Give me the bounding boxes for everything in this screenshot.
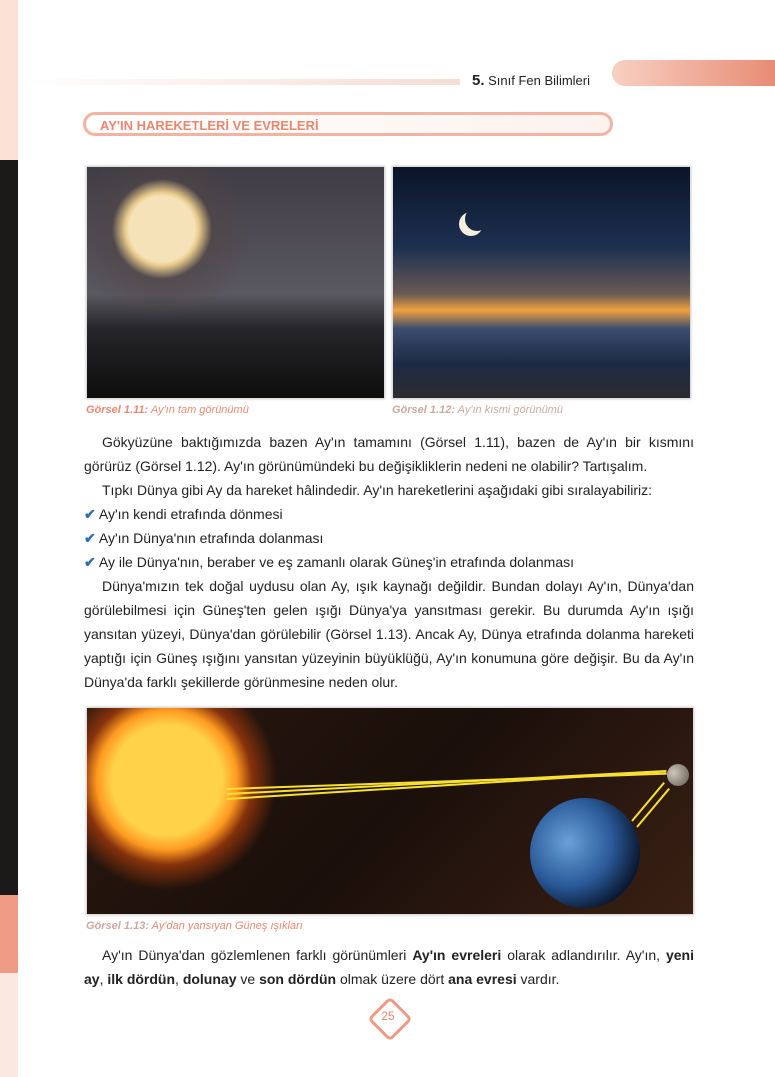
check-icon: ✔: [84, 530, 96, 546]
text-segment: ,: [175, 971, 183, 987]
header-divider: [20, 79, 460, 85]
figure-caption-1-11: [86, 404, 249, 416]
figure-caption-1-12: [392, 404, 563, 416]
section-title: AY'IN HAREKETLERİ VE EVRELERİ: [100, 118, 319, 133]
margin-strip-dark: [0, 160, 18, 895]
paragraph-4: [84, 943, 694, 991]
figure-caption-text: Ay'dan yansıyan Güneş ışıkları: [151, 920, 303, 932]
running-header: [472, 72, 590, 89]
check-icon: ✔: [84, 554, 96, 570]
figure-caption-1-13: [86, 920, 303, 932]
full-moon-image: [86, 166, 385, 399]
crescent-moon: [465, 207, 489, 231]
text-segment: ve: [236, 971, 260, 987]
paragraph-2: Tıpkı Dünya gibi Ay da hareket hâlindedir. Ay'ın hareketlerini aşağıdaki gibi sıralayabiliriz:: [102, 482, 653, 498]
text-segment: Ay'ın Dünya'dan gözlemlenen farklı görünümleri: [102, 947, 413, 963]
list-item: [84, 526, 694, 550]
page-number: 25: [381, 1009, 395, 1023]
list-item: [84, 550, 694, 574]
figure-caption-text: Ay'ın kısmi görünümü: [457, 404, 563, 416]
bold-term: Ay'ın evreleri: [412, 947, 502, 963]
section-title-box: [83, 112, 613, 136]
text-segment: olarak adlandırılır. Ay'ın,: [501, 947, 666, 963]
bold-term: son dördün: [259, 971, 337, 987]
sun-earth-moon-image: [86, 707, 694, 915]
header-tab: [612, 60, 775, 86]
bold-term: ilk dördün: [107, 971, 176, 987]
earth: [530, 798, 640, 908]
margin-strip-light: [0, 973, 18, 1077]
text-segment: olmak üzere dört: [336, 971, 449, 987]
list-item-text: Ay'ın kendi etrafında dönmesi: [98, 506, 283, 522]
crescent-moon-image: [392, 166, 691, 399]
figure-caption-text: Ay'ın tam görünümü: [150, 404, 249, 416]
bold-term: dolunay: [182, 971, 237, 987]
paragraph-3: Dünya'mızın tek doğal uydusu olan Ay, ışık kaynağı değildir. Bundan dolayı Ay'ın, Dünya'dan görülebilmesi için Güneş'ten gelen ışığı Dünya'ya yansıtması gerekir. Bu durumda Ay'ın ışığı yansıtan yüzeyi, Dünya'dan görülebilir (Görsel 1.13). Ancak Ay, Dünya etrafında dolanma hareketi yaptığı için Güneş ışığını yansıtan yüzeyinin büyüklüğü, Ay'ın konumuna göre değişir. Bu da Ay'ın Dünya'da farklı şekillerde görünmesine neden olur.: [84, 578, 694, 690]
body-text-top: [84, 430, 694, 694]
book-title: Sınıf Fen Bilimleri: [488, 73, 591, 88]
list-item: [84, 502, 694, 526]
text-segment: vardır.: [516, 971, 560, 987]
figure-label: Görsel 1.12:: [392, 404, 455, 416]
margin-strip: [0, 0, 18, 160]
page-number-badge: [371, 1000, 405, 1034]
figure-label: Görsel 1.11:: [86, 404, 149, 416]
paragraph-1: Gökyüzüne baktığımızda bazen Ay'ın tamamını (Görsel 1.11), bazen de Ay'ın bir kısmını görürüz (Görsel 1.12). Ay'ın görünümündeki bu değişikliklerin nedeni ne olabilir? Tartışalım.: [84, 434, 694, 474]
margin-strip-accent: [0, 895, 18, 973]
bold-term: ana evresi: [448, 971, 517, 987]
body-text-bottom: [84, 943, 694, 991]
text-segment: ,: [99, 971, 108, 987]
list-item-text: Ay ile Dünya'nın, beraber ve eş zamanlı olarak Güneş'in etrafında dolanması: [98, 554, 574, 570]
moon: [667, 764, 689, 786]
reflected-ray: [631, 782, 665, 822]
bold-term: yeni ay: [84, 947, 694, 987]
figure-label: Görsel 1.13:: [86, 920, 149, 932]
list-item-text: Ay'ın Dünya'nın etrafında dolanması: [98, 530, 324, 546]
chapter-number: 5.: [472, 72, 485, 89]
check-icon: ✔: [84, 506, 96, 522]
